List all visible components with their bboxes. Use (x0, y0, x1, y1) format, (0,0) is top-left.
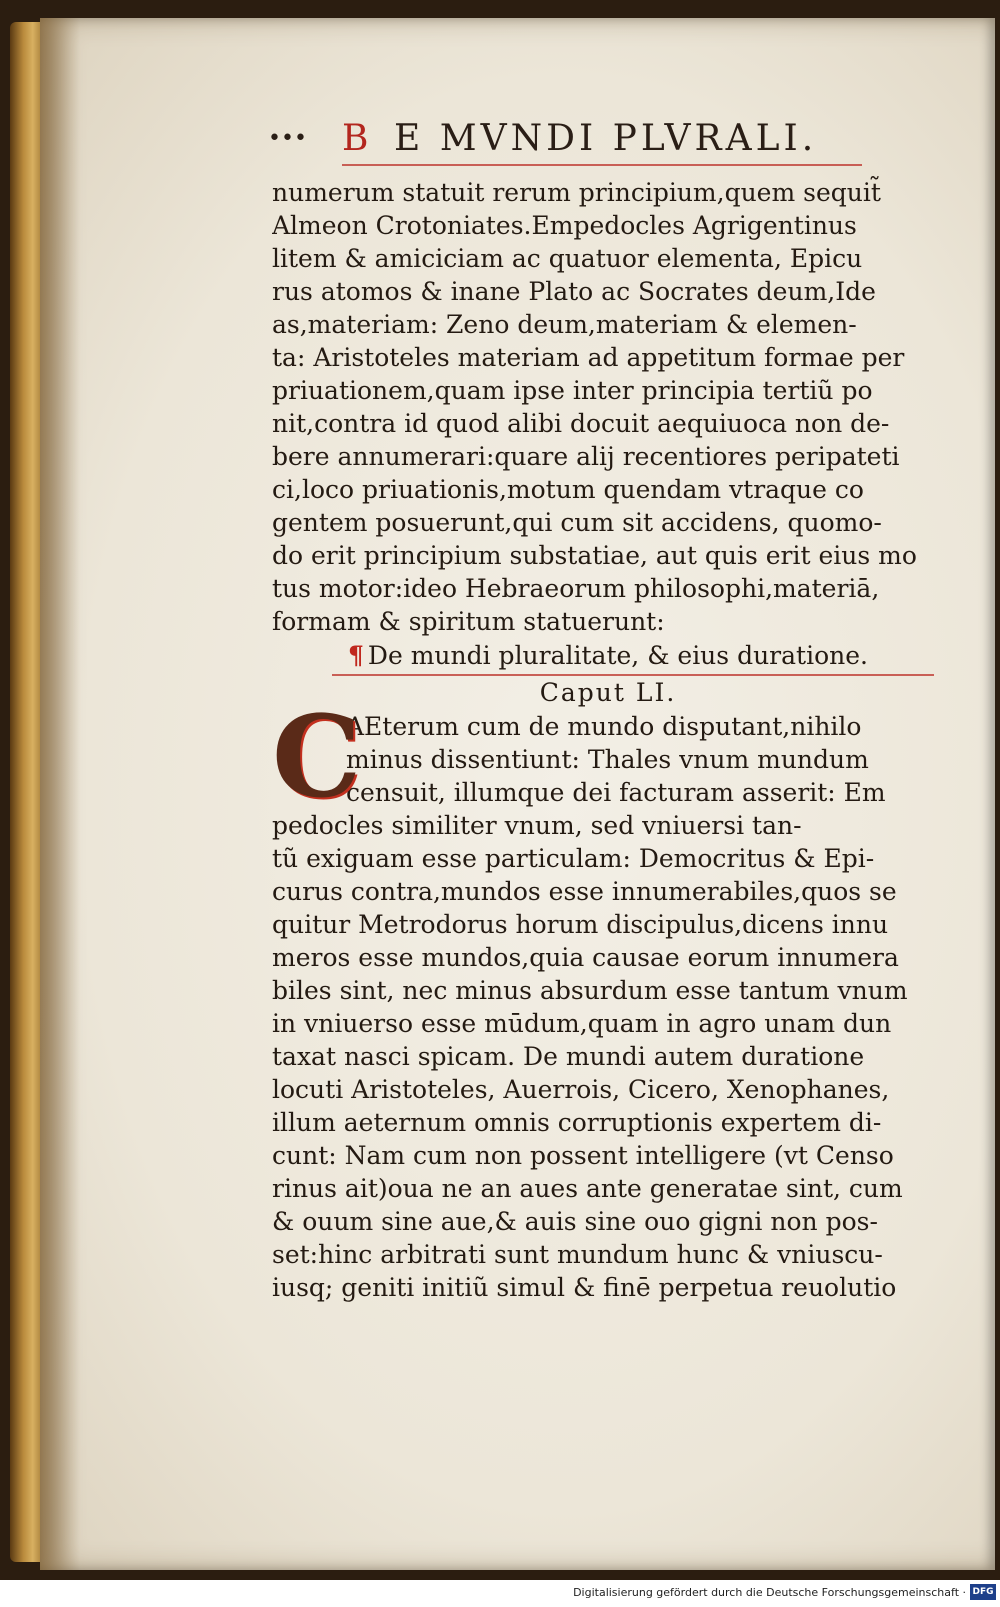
text-line: rus atomos & inane Plato ac Socrates deum,Ide (272, 277, 876, 306)
text-line: minus dissentiunt: Thales vnum mundum (346, 745, 869, 774)
text-line: censuit, illumque dei facturam asserit: Em (346, 778, 886, 807)
text-line: numerum statuit rerum principium,quem sequit̃ (272, 178, 881, 207)
chapter-number: Caput LI. (539, 678, 677, 707)
footer-bar (0, 1580, 1000, 1607)
text-line: illum aeternum omnis corruptionis expertem di- (272, 1108, 882, 1137)
running-head-initial: B (342, 118, 373, 159)
running-head-title: E MVNDI PLVRALI. (394, 118, 818, 159)
text-line: cunt: Nam cum non possent intelligere (vt Censo (272, 1141, 894, 1170)
text-line: litem & amiciciam ac quatuor elementa, Epicu (272, 244, 863, 273)
footer-credit: Digitalisierung gefördert durch die Deutsche Forschungsgemeinschaft · (573, 1586, 966, 1599)
chapter-title: De mundi pluralitate, & eius duratione. (367, 641, 868, 670)
text-line: pedocles similiter vnum, sed vniuersi tan- (272, 811, 802, 840)
text-line: bere annumerari:quare alij recentiores peripateti (272, 442, 900, 471)
running-head-underline (342, 164, 862, 166)
text-line: biles sint, nec minus absurdum esse tantum vnum (272, 976, 908, 1005)
text-line: ci,loco priuationis,motum quendam vtraque co (272, 475, 864, 504)
running-head-mark: ••• (268, 126, 307, 151)
text-line: as,materiam: Zeno deum,materiam & elemen- (272, 310, 857, 339)
chapter-heading (272, 638, 944, 674)
text-line: meros esse mundos,quia causae eorum innumera (272, 943, 899, 972)
text-line: do erit principium substatiae, aut quis erit eius mo (272, 541, 917, 570)
text-line: nit,contra id quod alibi docuit aequiuoca non de- (272, 409, 890, 438)
text-line: & ouum sine aue,& auis sine ouo gigni non pos- (272, 1207, 878, 1236)
text-line: gentem posuerunt,qui cum sit accidens, quomo- (272, 508, 882, 537)
text-line: curus contra,mundos esse innumerabiles,quos se (272, 877, 897, 906)
text-line: priuationem,quam ipse inter principia tertiũ po (272, 376, 873, 405)
text-line: taxat nasci spicam. De mundi autem duratione (272, 1042, 865, 1071)
pilcrow-mark: ¶ (348, 641, 364, 670)
text-line: tũ exiguam esse particulam: Democritus & Epi- (272, 844, 875, 873)
text-line: ta: Aristoteles materiam ad appetitum formae per (272, 343, 905, 372)
text-line: set:hinc arbitrati sunt mundum hunc & vniuscu- (272, 1240, 883, 1269)
text-line: Almeon Crotoniates.Empedocles Agrigentinus (272, 211, 857, 240)
chapter-heading-rule (332, 674, 934, 676)
text-line: formam & spiritum statuerunt: (272, 607, 665, 636)
running-head (268, 118, 944, 176)
text-line: quitur Metrodorus horum discipulus,dicens innu (272, 910, 889, 939)
text-line: AEterum cum de mundo disputant,nihilo (346, 712, 862, 741)
text-line: tus motor:ideo Hebraeorum philosophi,materiā, (272, 574, 880, 603)
dfg-logo: DFG (970, 1584, 996, 1600)
text-line: in vniuerso esse mūdum,quam in agro unam dun (272, 1009, 892, 1038)
drop-initial: C (272, 692, 362, 823)
top-paragraph (272, 176, 944, 638)
text-block (268, 118, 944, 1304)
text-line: locuti Aristoteles, Auerrois, Cicero, Xenophanes, (272, 1075, 890, 1104)
gutter-shadow (40, 18, 80, 1570)
text-line: iusq; geniti initiũ simul & finē perpetua reuolutio (272, 1273, 897, 1302)
text-line: rinus ait)oua ne an aues ante generatae sint, cum (272, 1174, 903, 1203)
